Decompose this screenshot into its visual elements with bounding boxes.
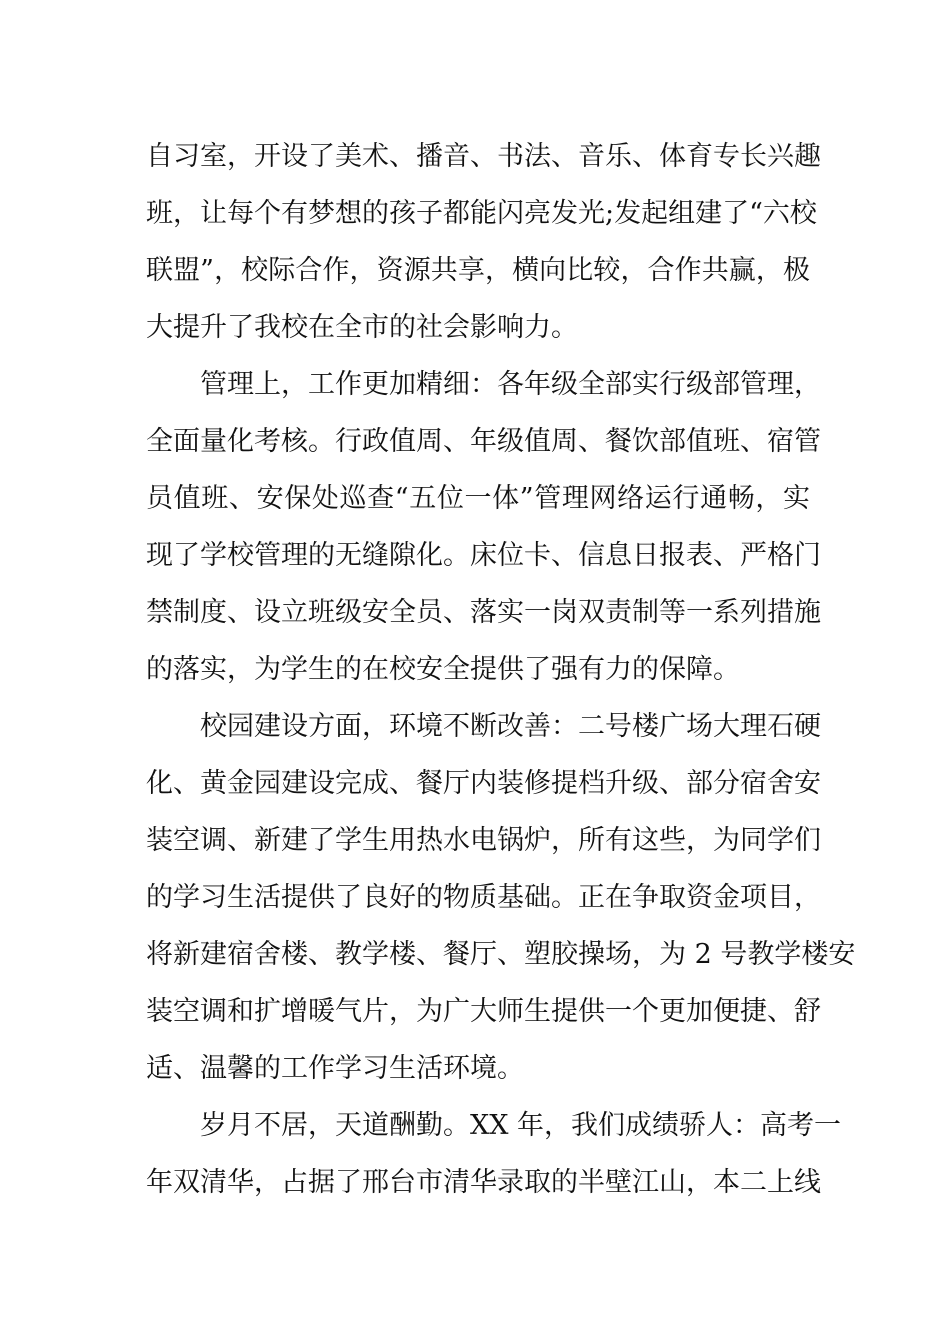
text-line: 自习室，开设了美术、播音、书法、音乐、体育专长兴趣	[146, 141, 821, 172]
text-line: 装空调和扩增暖气片，为广大师生提供一个更加便捷、舒	[146, 996, 821, 1027]
text-line: 班，让每个有梦想的孩子都能闪亮发光;发起组建了“六校	[146, 198, 817, 229]
text-line: 化、黄金园建设完成、餐厅内装修提档升级、部分宿舍安	[146, 768, 821, 799]
text-line: 禁制度、设立班级安全员、落实一岗双责制等一系列措施	[146, 597, 821, 628]
text-line: 员值班、安保处巡查“五位一体”管理网络运行通畅，实	[146, 483, 810, 514]
text-line: 校园建设方面，环境不断改善：二号楼广场大理石硬	[200, 711, 821, 742]
text-line: 适、温馨的工作学习生活环境。	[146, 1053, 524, 1084]
text-line: 管理上，工作更加精细：各年级全部实行级部管理，	[200, 369, 821, 400]
text-line: 的学习生活提供了良好的物质基础。正在争取资金项目，	[146, 882, 821, 913]
text-line: 联盟”，校际合作，资源共享，横向比较，合作共赢，极	[146, 255, 810, 286]
text-line: 装空调、新建了学生用热水电锅炉，所有这些，为同学们	[146, 825, 821, 856]
text-line: 大提升了我校在全市的社会影响力。	[146, 312, 578, 343]
text-line: 岁月不居，天道酬勤。XX 年，我们成绩骄人：高考一	[200, 1110, 842, 1141]
text-line: 年双清华，占据了邢台市清华录取的半壁江山，本二上线	[146, 1167, 821, 1198]
document-body	[146, 128, 856, 1211]
text-line: 的落实，为学生的在校安全提供了强有力的保障。	[146, 654, 740, 685]
text-line: 将新建宿舍楼、教学楼、餐厅、塑胶操场，为 2 号教学楼安	[146, 939, 856, 970]
text-line: 全面量化考核。行政值周、年级值周、餐饮部值班、宿管	[146, 426, 821, 457]
text-line: 现了学校管理的无缝隙化。床位卡、信息日报表、严格门	[146, 540, 821, 571]
